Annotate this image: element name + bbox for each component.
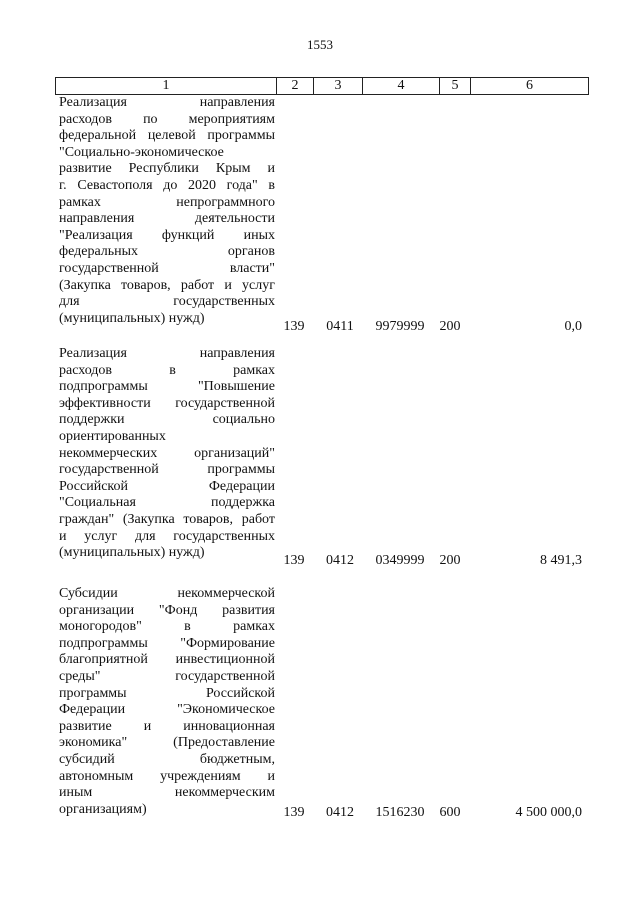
- description-line: организациям): [59, 801, 147, 817]
- row-description: [59, 346, 275, 562]
- column-header-row: [56, 78, 589, 95]
- description-line: "Социально-экономическое: [59, 144, 224, 160]
- row-expense-type: 200: [439, 319, 461, 334]
- description-line: "Реализация функций иных: [59, 227, 275, 243]
- description-line: Субсидии некоммерческой: [59, 586, 275, 601]
- description-line: Федерации "Экономическое: [59, 702, 275, 718]
- row-expense-type: 200: [439, 553, 461, 568]
- column-header-5: 5: [440, 78, 471, 95]
- description-line: г. Севастополя до 2020 года" в: [59, 177, 275, 193]
- column-header-1: 1: [56, 78, 277, 95]
- description-line: федеральной целевой программы: [59, 128, 275, 144]
- column-header-table: [55, 77, 589, 95]
- row-section: 0411: [326, 319, 354, 334]
- description-line: развитие Республики Крым и: [59, 161, 275, 177]
- description-line: Реализация направления: [59, 346, 275, 361]
- row-code: 139: [283, 805, 305, 820]
- description-line: подпрограммы "Повышение: [59, 379, 275, 395]
- row-target: 9979999: [375, 319, 425, 334]
- description-line: и услуг для государственных: [59, 528, 275, 544]
- column-header-4: 4: [363, 78, 440, 95]
- description-line: (муниципальных) нужд): [59, 310, 205, 326]
- description-line: подпрограммы "Формирование: [59, 635, 275, 651]
- description-line: субсидий бюджетным,: [59, 751, 275, 767]
- description-line: благоприятной инвестиционной: [59, 652, 275, 668]
- description-line: эффективности государственной: [59, 395, 275, 411]
- description-line: (Закупка товаров, работ и услуг: [59, 277, 275, 293]
- row-target: 1516230: [375, 805, 425, 820]
- description-line: моногородов" в рамках: [59, 619, 275, 635]
- description-line: автономным учреждениям и: [59, 768, 275, 784]
- description-line: Реализация направления: [59, 95, 275, 110]
- description-line: государственной власти": [59, 260, 275, 276]
- description-line: программы Российской: [59, 685, 275, 701]
- description-line: расходов по мероприятиям: [59, 111, 275, 127]
- description-line: для государственных: [59, 294, 275, 310]
- row-amount: 0,0: [564, 319, 582, 334]
- description-line: ориентированных: [59, 428, 166, 444]
- page-number: 1553: [307, 37, 333, 52]
- description-line: Российской Федерации: [59, 478, 275, 494]
- description-line: государственной программы: [59, 462, 275, 478]
- row-description: [59, 586, 275, 818]
- description-line: "Социальная поддержка: [59, 495, 275, 511]
- description-line: федеральных органов: [59, 244, 275, 260]
- description-line: иным некоммерческим: [59, 785, 275, 801]
- description-line: расходов в рамках: [59, 362, 275, 378]
- row-description: [59, 95, 275, 327]
- description-line: граждан" (Закупка товаров, работ: [59, 511, 275, 527]
- description-line: (муниципальных) нужд): [59, 545, 205, 561]
- description-line: организации "Фонд развития: [59, 602, 275, 618]
- description-line: развитие и инновационная: [59, 718, 275, 734]
- description-line: среды" государственной: [59, 668, 275, 684]
- description-line: поддержки социально: [59, 412, 275, 428]
- row-section: 0412: [326, 553, 354, 568]
- row-code: 139: [283, 553, 305, 568]
- description-line: направления деятельности: [59, 211, 275, 227]
- description-line: экономика" (Предоставление: [59, 735, 275, 751]
- row-target: 0349999: [375, 553, 425, 568]
- row-code: 139: [283, 319, 305, 334]
- column-header-2: 2: [277, 78, 314, 95]
- row-expense-type: 600: [439, 805, 461, 820]
- row-amount: 8 491,3: [540, 553, 582, 568]
- row-section: 0412: [326, 805, 354, 820]
- description-line: рамках непрограммного: [59, 194, 275, 210]
- row-amount: 4 500 000,0: [515, 805, 582, 820]
- column-header-3: 3: [314, 78, 363, 95]
- description-line: некоммерческих организаций": [59, 445, 275, 461]
- column-header-6: 6: [471, 78, 589, 95]
